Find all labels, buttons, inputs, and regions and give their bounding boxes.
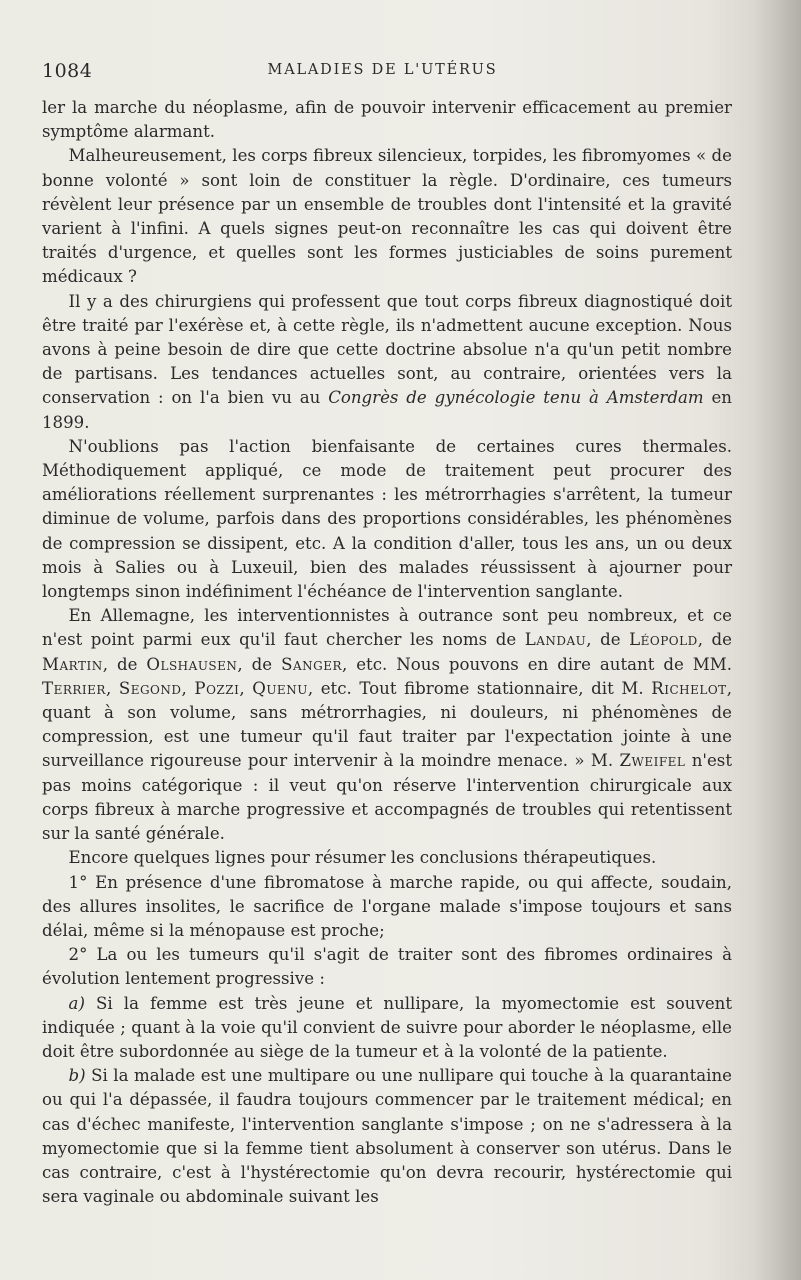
body-text	[42, 96, 732, 1209]
paragraph-text: ,	[239, 678, 253, 698]
paragraph-text: , etc. Tout fibrome stationnaire, dit M.	[307, 678, 652, 698]
paragraph-chirurgiens	[42, 290, 732, 435]
paragraph-text: , de	[237, 654, 282, 674]
paragraph-text: , de	[586, 630, 630, 650]
author-name: Terrier	[42, 678, 106, 698]
paragraph-text: Il y a des chirurgiens qui professent que tout corps fibreux diagnostiqué doit être traité par l'exérèse et, à cette règle, ils n'admettent aucune exception. Nous avons à peine besoin de dire que cette doctrine absolue n'a qu'un petit nombre de partisans. Les tendances actuelles sont, au contraire, orientées vers la conservation : on l'a bien vu au	[42, 291, 732, 408]
author-name: Landau	[524, 630, 587, 650]
paragraph-text: Si la malade est une multipare ou une nullipare qui touche à la quarantaine ou qui l'a dépassée, il faudra toujours commencer par le traitement médical; en cas d'échec manifeste, l'intervention sanglante s'impose ; on ne s'adressera à la myomectomie que si la femme tient absolument à conserver son utérus. Dans le cas contraire, c'est à l'hystérectomie qu'on devra recourir, hystérectomie qui sera vaginale ou abdominale suivant les	[42, 1066, 732, 1207]
paragraph-text: , etc. Nous pouvons en dire autant de MM.	[342, 654, 732, 674]
paragraph-text: , de	[697, 630, 732, 650]
author-name: Zweifel	[619, 751, 686, 771]
paragraph-text: en 1899.	[42, 388, 732, 432]
paragraph-fibromyomes: Malheureusement, les corps fibreux silencieux, torpides, les fibromyomes « de bonne volonté » sont loin de constituer la règle. D'ordinaire, ces tumeurs révèlent leur présence par un ensemble de troubles dont l'intensité et la gravité varient à l'infini. A quels signes peut-on reconnaître les cas qui doivent être traités d'urgence, et quelles sont les formes justiciables de soins purement médicaux ?	[42, 146, 732, 287]
author-name: Quenu	[252, 678, 308, 698]
paragraph-text: ,	[181, 678, 195, 698]
conclusion-item-2: 2° La ou les tumeurs qu'il s'agit de traiter sont des fibromes ordinaires à évolution lentement progressive :	[42, 945, 732, 989]
author-name: Sanger	[281, 654, 342, 674]
paragraph-text: Si la femme est très jeune et nullipare, la myomectomie est souvent indiquée ; quant à la voie qu'il convient de suivre pour aborder le néoplasme, elle doit être subordonnée au siège de la tumeur et à la volonté de la patiente.	[42, 993, 732, 1061]
conclusion-subitem-b	[42, 1064, 732, 1209]
paragraph-text: , de	[102, 654, 147, 674]
author-name: Olshausen	[146, 654, 238, 674]
italic-reference: Congrès de gynécologie tenu à Amsterdam	[328, 388, 704, 408]
paragraph-text: En Allemagne, les interventionnistes à outrance sont peu nombreux, et ce n'est point parmi eux qu'il faut chercher les noms de	[42, 606, 732, 650]
paragraph-text: ,	[105, 678, 119, 698]
subitem-label: b)	[68, 1066, 86, 1086]
author-name: Léopold	[629, 630, 698, 650]
paragraph-text: n'est pas moins catégorique : il veut qu'on réserve l'intervention chirurgicale aux corps fibreux à marche progressive et accompagnés de troubles qui retentissent sur la santé générale.	[42, 751, 732, 844]
paragraph-cures-thermales: N'oublions pas l'action bienfaisante de certaines cures thermales. Méthodiquement appliqué, ce mode de traitement peut procurer des améliorations réellement surprenantes : les métrorrhagies s'arrêtent, la tumeur diminue de volume, parfois dans des proportions considérables, les phénomènes de compression se dissipent, etc. A la condition d'aller, tous les ans, un ou deux mois à Salies ou à Luxeuil, bien des malades réussissent à ajourner pour longtemps sinon indéfiniment l'échéance de l'intervention sanglante.	[42, 436, 732, 602]
author-name: Pozzi	[194, 678, 240, 698]
running-title: MALADIES DE L'UTÉRUS	[267, 62, 498, 78]
author-name: Martin	[42, 654, 103, 674]
page-header	[42, 60, 723, 88]
page-number: 1084	[42, 60, 93, 82]
conclusion-item-1: 1° En présence d'une fibromatose à marche rapide, ou qui affecte, soudain, des allures insolites, le sacrifice de l'organe malade s'impose toujours et sans délai, même si la ménopause est proche;	[42, 872, 732, 940]
page-edge-shadow	[753, 0, 801, 1280]
paragraph-text: , quant à son volume, sans métrorrhagies, ni douleurs, ni phénomènes de compression, est une tumeur qu'il faut traiter par l'expectation jointe à une surveillance rigoureuse pour intervenir à la moindre menace. » M.	[42, 678, 732, 771]
paragraph-conclusions-intro: Encore quelques lignes pour résumer les conclusions thérapeutiques.	[68, 848, 657, 868]
conclusion-subitem-a	[42, 992, 732, 1065]
paragraph-allemagne	[42, 604, 732, 846]
author-name: Segond	[118, 678, 182, 698]
author-name: Richelot	[651, 678, 727, 698]
paragraph-continuation: ler la marche du néoplasme, afin de pouvoir intervenir efficacement au premier symptôme alarmant.	[42, 98, 732, 142]
subitem-label: a)	[68, 993, 85, 1013]
